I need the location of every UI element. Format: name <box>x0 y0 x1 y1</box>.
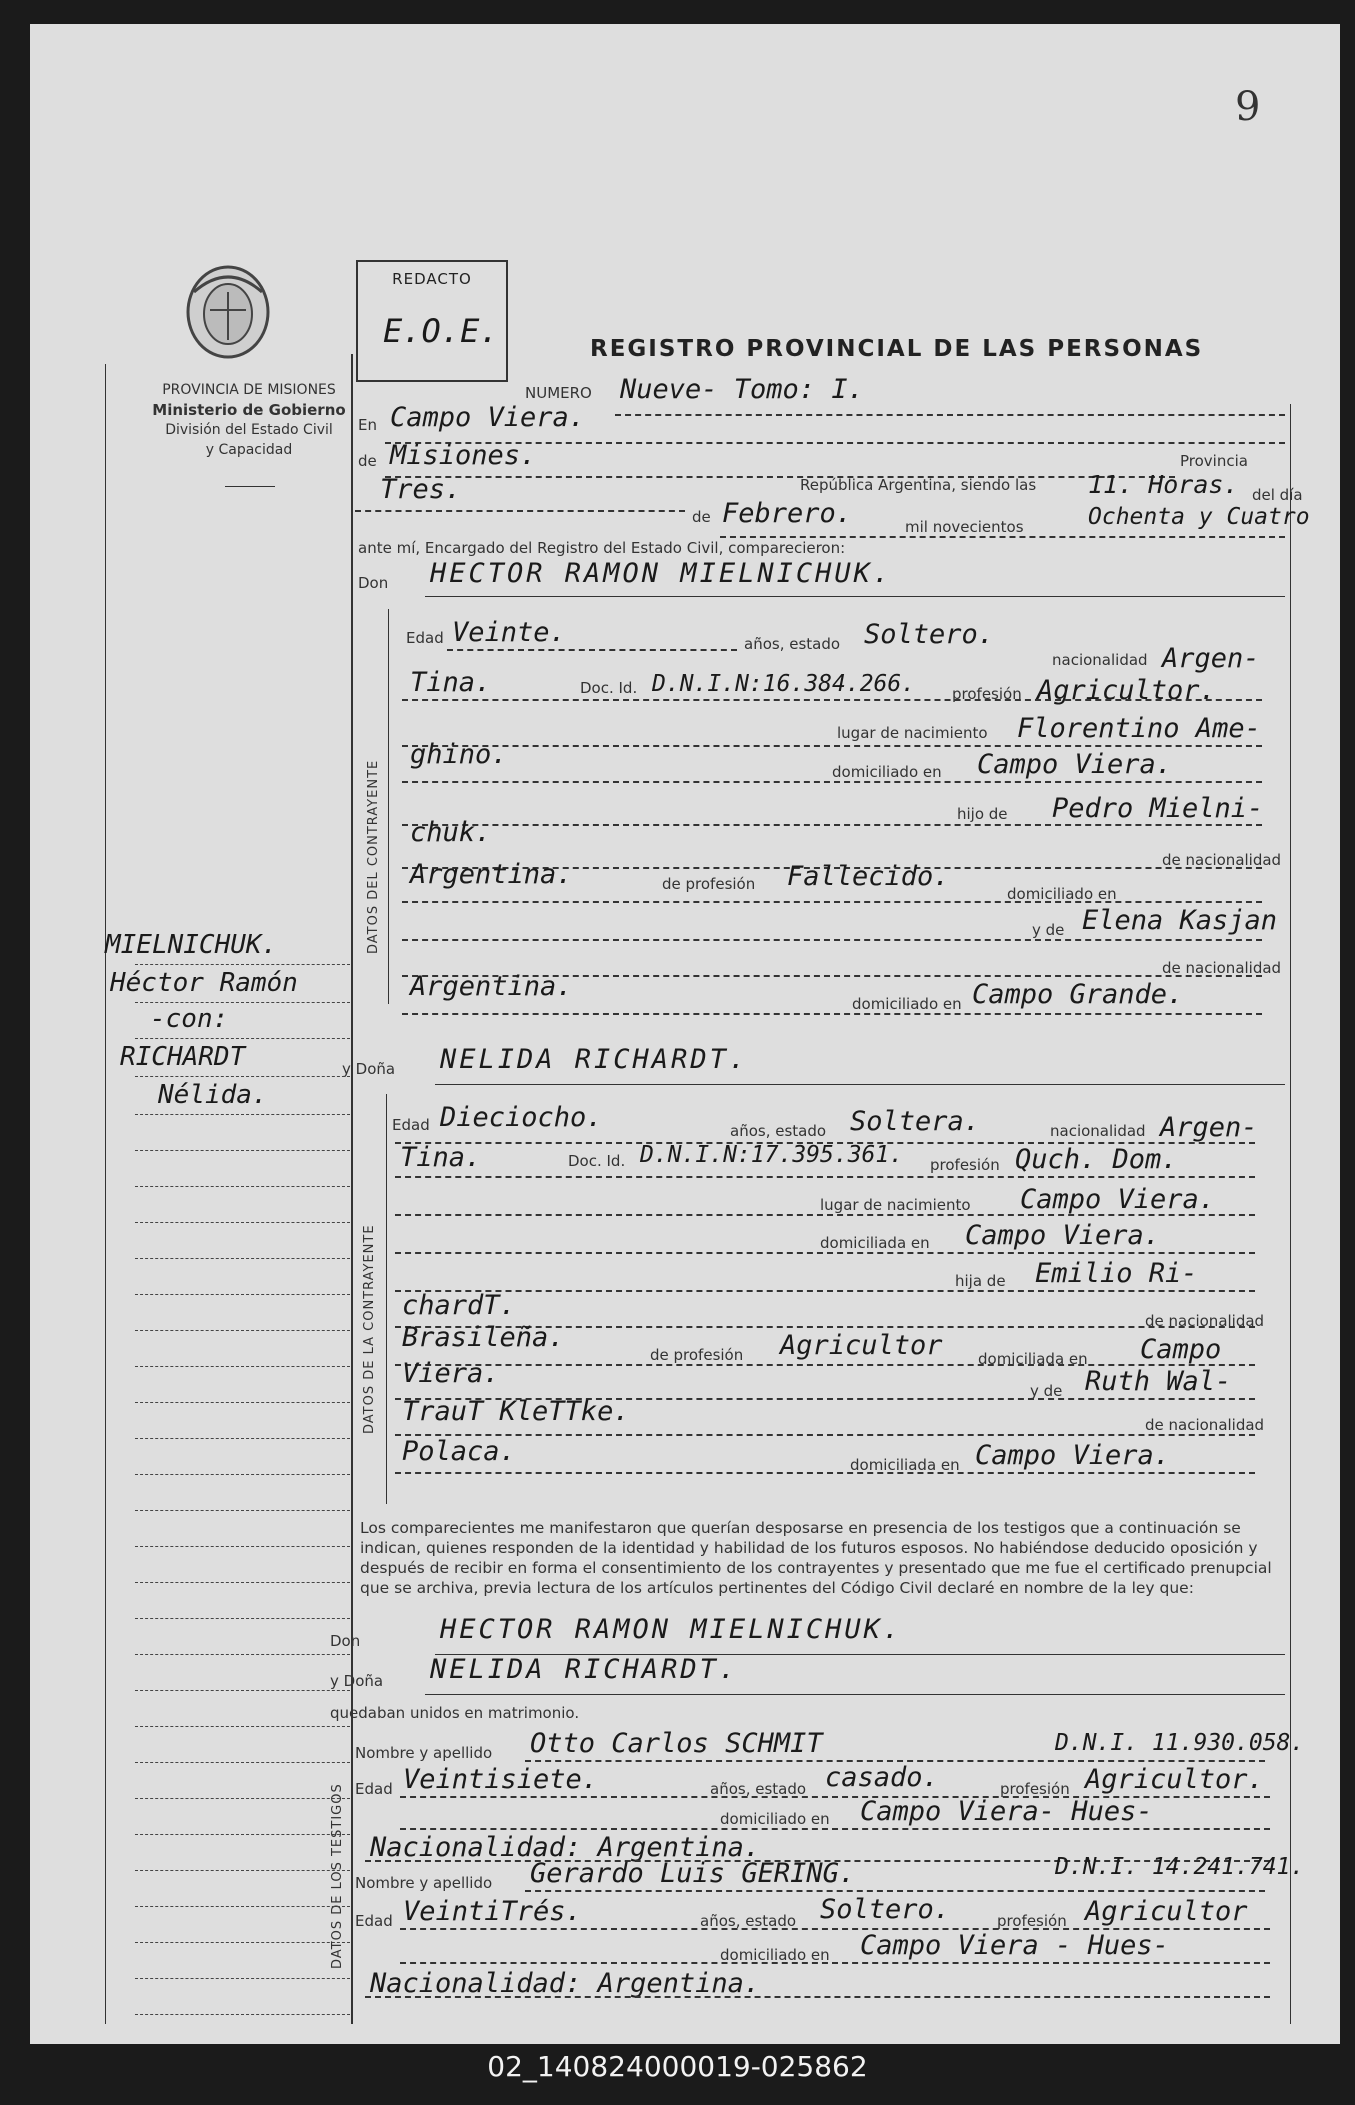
section-groom-label: DATOS DEL CONTRAYENTE <box>366 759 381 954</box>
page-number: 9 <box>1235 84 1261 130</box>
don-label: Don <box>358 574 389 592</box>
hour-value: 11. Horas. <box>1088 470 1239 499</box>
issuer-division: División del Estado Civil <box>165 422 333 438</box>
groom-father-a: Pedro Mielni- <box>1052 793 1264 824</box>
groom-status: Soltero. <box>864 619 995 650</box>
province-value: Misiones. <box>390 440 537 471</box>
bride-address: Campo Viera. <box>965 1220 1161 1251</box>
groom-mother-nationality: Argentina. <box>410 971 573 1002</box>
bride-father-address-a: Campo <box>1140 1334 1222 1365</box>
place-value: Campo Viera. <box>390 402 586 433</box>
margin-surname: MIELNICHUK. <box>105 930 278 960</box>
witness2-name: Gerardo Luis GERING. <box>530 1858 856 1889</box>
numero-label: NUMERO <box>525 384 592 402</box>
ante-mi-text: ante mí, Encargado del Registro del Estado Civil, comparecieron: <box>358 539 846 557</box>
witness2-status: Soltero. <box>820 1894 951 1925</box>
witness1-profession: Agricultor. <box>1085 1764 1264 1795</box>
bride-mother-a: Ruth Wal- <box>1085 1366 1232 1397</box>
quedaban-text: quedaban unidos en matrimonio. <box>330 1704 580 1722</box>
de-label: de <box>358 452 377 470</box>
issuer-block <box>118 380 380 460</box>
en-label: En <box>358 416 377 434</box>
republica-label: República Argentina, siendo las <box>800 476 1037 494</box>
document-title: REGISTRO PROVINCIAL DE LAS PERSONAS <box>590 336 1204 362</box>
witness2-profession: Agricultor <box>1085 1896 1248 1927</box>
issuer-capacity: y Capacidad <box>205 442 293 458</box>
groom-father-nationality: Argentina. <box>410 859 573 890</box>
groom-document: D.N.I.N:16.384.266. <box>652 671 916 697</box>
bride-mother-nationality: Polaca. <box>402 1436 516 1467</box>
groom-father-profession: Fallecido. <box>787 861 950 892</box>
groom-name: HECTOR RAMON MIELNICHUK. <box>430 558 893 589</box>
bride-father-nationality: Brasileña. <box>402 1322 565 1353</box>
bride-section: Edad Dieciocho. años, estado Soltera. nacionalidad Argen- Tina. Doc. Id. D.N.I.N:17.395.361. profesión Quch. Dom. lugar de nacimiento Campo Viera. domiciliada en Campo Viera. hija de Emilio Ri- chardT. de nacionalidad Brasileña. de profesión Agricultor domiciliada en Campo Viera. y de Ruth Wal- TrauT KleTTke. de nacionalidad Polaca. domiciliada en Campo Viera. <box>392 1102 1265 1474</box>
bride-age: Dieciocho. <box>440 1102 603 1133</box>
margin-given-names: Héctor Ramón <box>110 968 298 998</box>
witness2-age: VeintiTrés. <box>403 1896 582 1927</box>
bride-birthplace: Campo Viera. <box>1020 1184 1216 1215</box>
bride-nationality-b: Tina. <box>400 1142 482 1173</box>
section-bride-label: DATOS DE LA CONTRAYENTE <box>362 1224 377 1434</box>
groom-address: Campo Viera. <box>977 749 1173 780</box>
coat-of-arms-icon <box>180 262 276 366</box>
witness1-age: Veintisiete. <box>403 1764 599 1795</box>
redacto-box <box>356 260 508 382</box>
witness2-address: Campo Viera - Hues- <box>860 1930 1169 1961</box>
redacto-label: REDACTO <box>392 270 472 288</box>
bride-father-b: chardT. <box>402 1290 516 1321</box>
witness2-doc: D.N.I. 14.241.741. <box>1055 1854 1305 1880</box>
witness1-doc: D.N.I. 11.930.058. <box>1055 1730 1305 1756</box>
del-dia-label: del día <box>1252 486 1303 504</box>
certificate-page <box>30 24 1340 2044</box>
witness1-name: Otto Carlos SCHMIT <box>530 1728 823 1759</box>
declared-don-label: Don <box>330 1632 361 1650</box>
groom-birthplace-b: ghino. <box>410 739 508 770</box>
issuer-ministry: Ministerio de Gobierno <box>152 401 346 419</box>
groom-mother-address: Campo Grande. <box>972 979 1184 1010</box>
de-month-label: de <box>692 508 711 526</box>
witness1-address: Campo Viera- Hues- <box>860 1796 1153 1827</box>
year-value: Ochenta y Cuatro <box>1088 504 1310 530</box>
witness2-extra: Nacionalidad: Argentina. <box>370 1968 761 1999</box>
declared-bride-name: NELIDA RICHARDT. <box>430 1654 739 1685</box>
groom-profession: Agricultor. <box>1037 675 1216 706</box>
groom-mother-a: Elena Kasjan <box>1082 905 1278 936</box>
bride-document: D.N.I.N:17.395.361. <box>640 1142 904 1168</box>
groom-section: Edad Veinte. años, estado Soltero. nacionalidad Argen- Tina. Doc. Id. D.N.I.N:16.384.266. profesión Agricultor. lugar de nacimiento Florentino Ame- ghino. domiciliado en Campo Viera. hijo de Pedro Mielni- chuk. de nacionalidad Argentina. de profesión Fallecido. domiciliado en y de Elena Kasjan de nacionalidad Argentina. domiciliado en Campo Grande. <box>392 609 1297 1049</box>
witnesses-section: Nombre y apellido Otto Carlos SCHMIT D.N.I. 11.930.058. Edad Veintisiete. años, estado casado. profesión Agricultor. domiciliado en Campo Viera- Hues- Nacionalidad: Argentina. Nombre y apellido Gerardo Luis GERING. D.N.I. 14.241.741. Edad VeintiTrés. años, estado Soltero. profesión Agricultor domiciliado en Campo Viera - Hues- Nacionalidad: Argentina. <box>355 1728 1305 1999</box>
redacto-value: E.O.E. <box>383 312 499 350</box>
declared-dona-label: y Doña <box>330 1672 384 1690</box>
bride-father-address-b: Viera. <box>402 1358 500 1389</box>
bride-name: NELIDA RICHARDT. <box>440 1044 749 1075</box>
section-witnesses-label: DATOS DE LOS TESTIGOS <box>330 1783 345 1969</box>
bride-nationality-a: Argen- <box>1160 1112 1258 1143</box>
bride-mother-b: TrauT KleTTke. <box>402 1396 630 1427</box>
margin-bride-name: Nélida. <box>158 1080 268 1110</box>
scan-identifier: 02_140824000019-025862 <box>487 2050 868 2083</box>
witness1-status: casado. <box>825 1762 939 1793</box>
provincia-label: Provincia <box>1180 452 1248 470</box>
groom-birthplace-a: Florentino Ame- <box>1017 713 1261 744</box>
groom-nationality-a: Argen- <box>1162 643 1260 674</box>
witness1-extra: Nacionalidad: Argentina. <box>370 1832 761 1863</box>
month-value: Febrero. <box>722 498 853 529</box>
mil-label: mil novecientos <box>905 518 1024 536</box>
margin-con: -con: <box>150 1004 229 1034</box>
margin-bride-surname: RICHARDT <box>120 1042 246 1072</box>
groom-age: Veinte. <box>452 617 566 648</box>
bride-status: Soltera. <box>850 1106 981 1137</box>
day-value: Tres. <box>380 474 462 505</box>
numero-value: Nueve- Tomo: I. <box>620 374 864 405</box>
bride-father-a: Emilio Ri- <box>1035 1258 1198 1289</box>
bride-father-profession: Agricultor <box>780 1330 943 1361</box>
bride-profession: Quch. Dom. <box>1015 1144 1178 1175</box>
groom-father-b: chuk. <box>410 817 492 848</box>
bride-mother-address: Campo Viera. <box>975 1440 1171 1471</box>
declared-groom-name: HECTOR RAMON MIELNICHUK. <box>440 1614 903 1645</box>
issuer-province: PROVINCIA DE MISIONES <box>162 382 336 398</box>
legal-paragraph: Los comparecientes me manifestaron que querían desposarse en presencia de los testigos que a continuación se indican, quienes responden de la identidad y habilidad de los futuros esposos. No habiéndose deducido oposición y después de recibir en forma el consentimiento de los contrayentes y presentado que me fue el certificado prenupcial que se archiva, previa lectura de los artículos pertinentes del Código Civil declaré en nombre de la ley que: <box>360 1519 1272 1597</box>
y-dona-label: y Doña <box>342 1060 396 1078</box>
groom-nationality-b: Tina. <box>410 667 492 698</box>
